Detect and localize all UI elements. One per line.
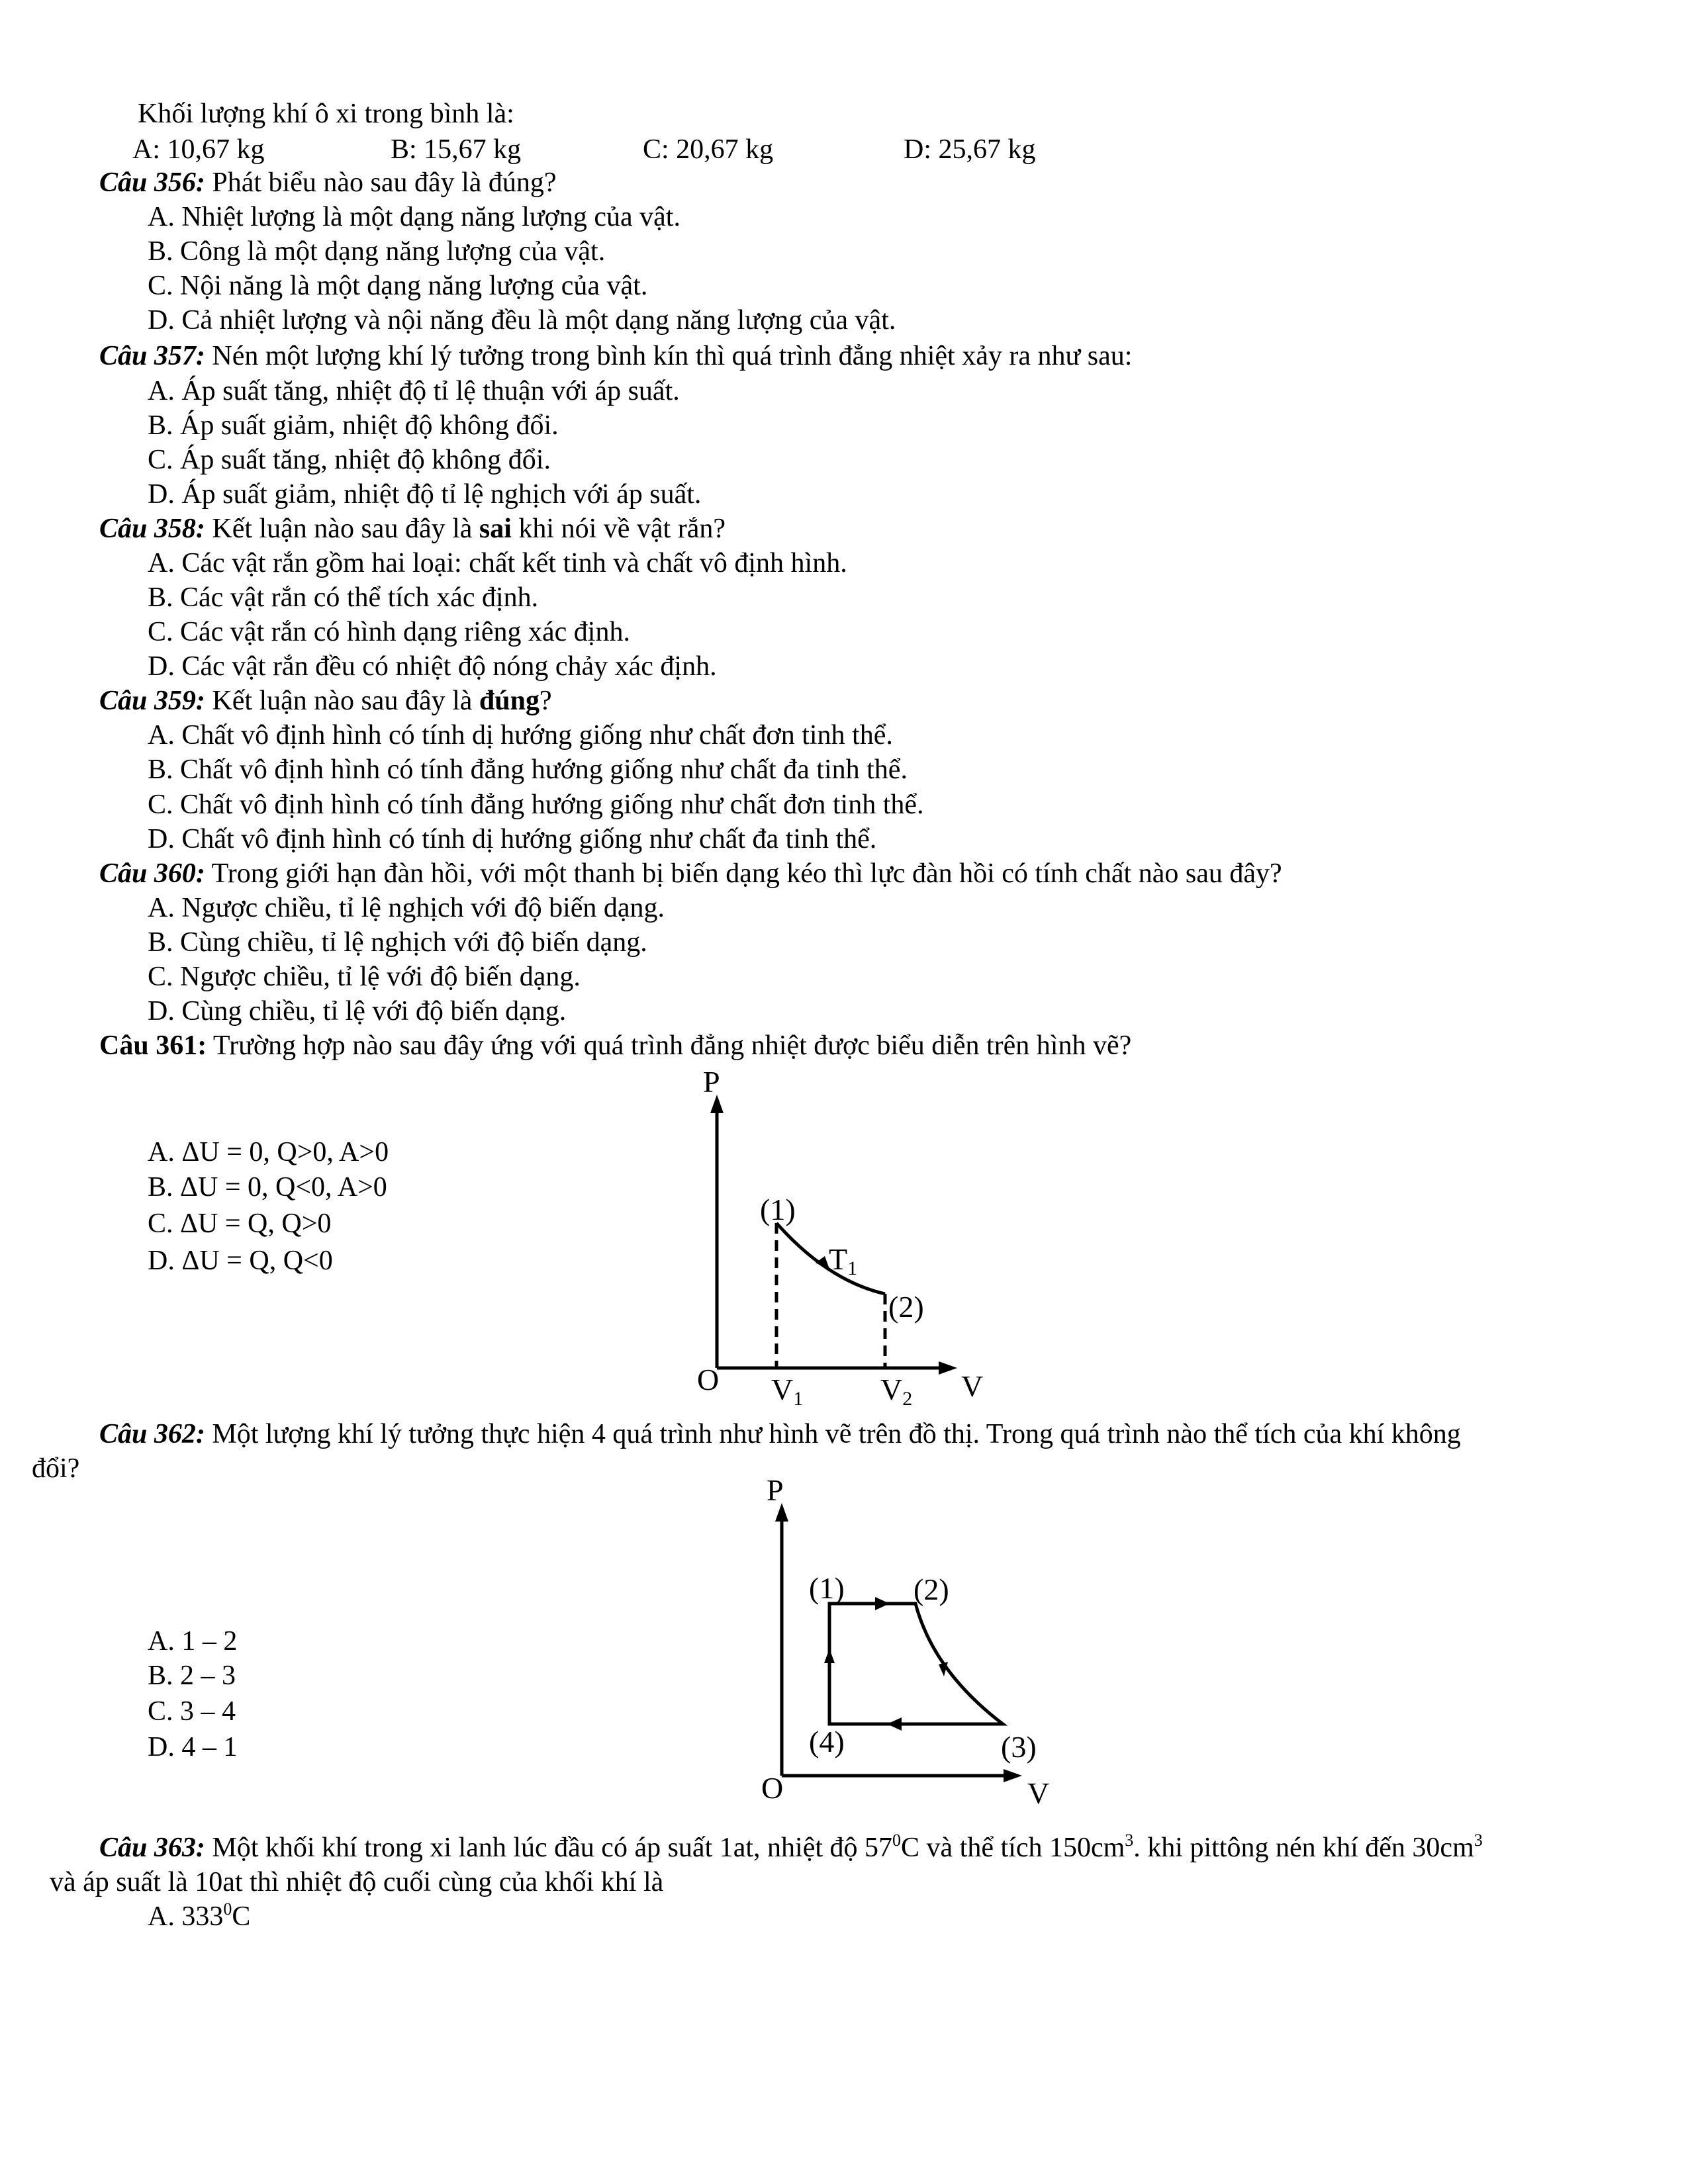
option-d: D. Cùng chiều, tỉ lệ với độ biến dạng. bbox=[148, 996, 567, 1026]
v2-label: V2 bbox=[880, 1373, 913, 1410]
option-a: A. Các vật rắn gồm hai loại: chất kết tinh và chất vô định hình. bbox=[148, 548, 847, 578]
option-b: B. 2 – 3 bbox=[148, 1661, 236, 1691]
v-axis-arrow bbox=[939, 1361, 957, 1375]
origin-label: O bbox=[761, 1771, 784, 1805]
degree-sup: 0 bbox=[223, 1899, 232, 1919]
point-3-label: (3) bbox=[1001, 1730, 1037, 1764]
v-label: V bbox=[961, 1369, 984, 1403]
question-label: Câu 362: bbox=[99, 1419, 205, 1449]
question-text: Một khối khí trong xi lanh lúc đầu có áp suất 1at, nhiệt độ 57 bbox=[205, 1833, 893, 1863]
question-label: Câu 357: bbox=[99, 341, 205, 371]
option-c: C. Nội năng là một dạng năng lượng của vật. bbox=[148, 271, 648, 301]
question-label: Câu 356: bbox=[99, 167, 205, 198]
cycle-diagram bbox=[761, 1473, 1049, 1810]
arrow-1-2 bbox=[875, 1597, 890, 1610]
question-text: Trong giới hạn đàn hồi, với một thanh bị biến dạng kéo thì lực đàn hồi có tính chất nào sau đây? bbox=[205, 858, 1282, 889]
question-label: Câu 359: bbox=[99, 686, 205, 716]
option-a: A. 1 – 2 bbox=[148, 1626, 238, 1657]
intro-text: Khối lượng khí ô xi trong bình là: bbox=[138, 99, 514, 129]
option-d: D. Các vật rắn đều có nhiệt độ nóng chảy xác định. bbox=[148, 651, 717, 682]
point-1-label: (1) bbox=[760, 1193, 796, 1226]
question-label: Câu 361: bbox=[99, 1030, 207, 1061]
option-d: D. Áp suất giảm, nhiệt độ tỉ lệ nghịch với áp suất. bbox=[148, 479, 702, 510]
question-text: Phát biểu nào sau đây là đúng? bbox=[205, 167, 557, 198]
question-text: Nén một lượng khí lý tưởng trong bình kín thì quá trình đẳng nhiệt xảy ra như sau: bbox=[205, 341, 1133, 371]
question-label: Câu 360: bbox=[99, 858, 205, 889]
option-c: C. Các vật rắn có hình dạng riêng xác định. bbox=[148, 617, 630, 647]
v-label: V bbox=[1027, 1776, 1050, 1810]
option-d: D. Chất vô định hình có tính dị hướng giống như chất đa tinh thể. bbox=[148, 824, 877, 854]
option-d: D. Cả nhiệt lượng và nội năng đều là một dạng năng lượng của vật. bbox=[148, 305, 896, 336]
answer-c: C: 20,67 kg bbox=[643, 134, 774, 165]
option-unit: C bbox=[232, 1901, 251, 1932]
question-text: C và thể tích 150cm bbox=[901, 1833, 1125, 1863]
question-362 bbox=[99, 1417, 1461, 1451]
option-b: B. Áp suất giảm, nhiệt độ không đổi. bbox=[148, 410, 559, 441]
option-a: A. Chất vô định hình có tính dị hướng giống như chất đơn tinh thể. bbox=[148, 720, 893, 751]
question-text: Trường hợp nào sau đây ứng với quá trình đẳng nhiệt được biểu diễn trên hình vẽ? bbox=[207, 1030, 1132, 1061]
option-a: A. Áp suất tăng, nhiệt độ tỉ lệ thuận với áp suất. bbox=[148, 376, 680, 406]
option-b: B. Cùng chiều, tỉ lệ nghịch với độ biến dạng. bbox=[148, 927, 647, 958]
option-a: A. Nhiệt lượng là một dạng năng lượng của vật. bbox=[148, 202, 680, 232]
point-1-label: (1) bbox=[809, 1571, 845, 1605]
option-b: B. Công là một dạng năng lượng của vật. bbox=[148, 236, 606, 267]
question-text-end: ? bbox=[539, 686, 552, 716]
point-4-label: (4) bbox=[809, 1725, 845, 1758]
emphasis: sai bbox=[479, 514, 512, 544]
question-363 bbox=[99, 1831, 1483, 1865]
v-axis-arrow bbox=[1004, 1769, 1022, 1782]
curve-arrow bbox=[816, 1256, 830, 1271]
option-a: A. Ngược chiều, tỉ lệ nghịch với độ biến dạng. bbox=[148, 893, 665, 923]
question-text: Một lượng khí lý tưởng thực hiện 4 quá trình như hình vẽ trên đồ thị. Trong quá trình nào thể tích của khí không bbox=[205, 1419, 1461, 1449]
option-c: C. Ngược chiều, tỉ lệ với độ biến dạng. bbox=[148, 962, 581, 992]
option-b: B. Các vật rắn có thể tích xác định. bbox=[148, 582, 539, 613]
answer-b: B: 15,67 kg bbox=[391, 134, 522, 165]
option-c: C. Chất vô định hình có tính đẳng hướng giống như chất đơn tinh thể. bbox=[148, 790, 924, 820]
emphasis: đúng bbox=[479, 686, 539, 716]
v1-label: V1 bbox=[771, 1373, 804, 1410]
question-text-continued: đổi? bbox=[32, 1453, 80, 1484]
curve-label: T1 bbox=[829, 1242, 858, 1279]
option-b: B. Chất vô định hình có tính đẳng hướng giống như chất đa tinh thể. bbox=[148, 754, 908, 785]
degree-sup: 0 bbox=[892, 1831, 902, 1850]
option-a: A. ΔU = 0, Q>0, A>0 bbox=[148, 1137, 389, 1167]
question-label: Câu 358: bbox=[99, 514, 205, 544]
question-text-end: khi nói về vật rắn? bbox=[511, 514, 726, 544]
arrow-4-1 bbox=[824, 1649, 835, 1663]
option-c: C. 3 – 4 bbox=[148, 1696, 236, 1727]
arrow-3-4 bbox=[887, 1717, 902, 1731]
option-b: B. ΔU = 0, Q<0, A>0 bbox=[148, 1172, 387, 1203]
option-c: C. Áp suất tăng, nhiệt độ không đổi. bbox=[148, 445, 551, 475]
isothermal-diagram bbox=[697, 1065, 983, 1410]
question-text: Kết luận nào sau đây là bbox=[205, 514, 479, 544]
question-label: Câu 363: bbox=[99, 1833, 205, 1863]
point-2-label: (2) bbox=[914, 1572, 949, 1606]
option-text: A. 333 bbox=[148, 1901, 224, 1932]
cube-sup: 3 bbox=[1474, 1831, 1483, 1850]
question-text: . khi pittông nén khí đến 30cm bbox=[1133, 1833, 1474, 1863]
question-text-continued: và áp suất là 10at thì nhiệt độ cuối cùng của khối khí là bbox=[50, 1867, 664, 1897]
p-label: P bbox=[767, 1473, 784, 1507]
answer-d: D: 25,67 kg bbox=[904, 134, 1036, 165]
question-text: Kết luận nào sau đây là bbox=[205, 686, 479, 716]
cube-sup: 3 bbox=[1125, 1831, 1134, 1850]
option-a bbox=[148, 1899, 250, 1934]
point-2-label: (2) bbox=[888, 1290, 924, 1324]
p-label: P bbox=[703, 1065, 720, 1099]
origin-label: O bbox=[697, 1363, 720, 1396]
cycle-path bbox=[829, 1604, 1003, 1724]
option-c: C. ΔU = Q, Q>0 bbox=[148, 1208, 332, 1239]
answer-a: A: 10,67 kg bbox=[132, 134, 265, 165]
option-d: D. ΔU = Q, Q<0 bbox=[148, 1246, 333, 1276]
option-d: D. 4 – 1 bbox=[148, 1732, 238, 1762]
